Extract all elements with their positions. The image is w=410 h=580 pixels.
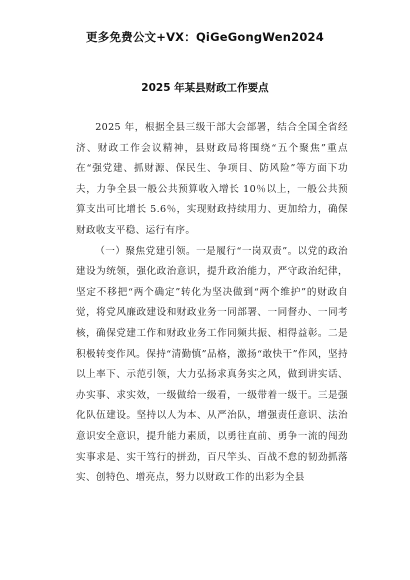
paragraph-party-building: （一）聚焦党建引领。一是履行“一岗双责”。以党的政治建设为统领，强化政治意识，提升政治能力，严守政治纪律，坚定不移把“两个确定”转化为坚决做到“两个维护”的财政自觉，将党风廉政建设和财政业务一同部署、一同督办、一同考核，确保党建工作和财政业务工作同频共振、相得益彰。二是积极转变作风。保持“清勤慎”品格，激扬“敢快干”作风，坚持以上率下、示范引领，大力弘扬求真务实之风，做到讲实话、办实事、求实效，一级做给一级看，一级带着一级干。三是强化队伍建设。坚持以人为本、从严治队，增强责任意识、法治意识安全意识，提升能力素质，以勇往直前、勇争一流的闯劲实事求是、实干笃行的拼劲，百尺竿头、百战不怠的韧劲抓落实、创特色、增亮点，努力以财政工作的出彩为全县 [76, 245, 348, 484]
document-title: 2025 年某县财政工作要点 [141, 82, 269, 94]
paragraph-intro: 2025 年，根据全县三级干部大会部署，结合全国全省经济、财政工作会议精神，县财政局将围绕“五个聚焦”重点在“强党建、抓财源、保民生、争项目、防风险”等方面下功夫，力争全县一般公共预算收入增长 10％以上，一般公共预算支出可比增长 5.6％，实现财政持续用力、更加给力，确保财政收支平稳、运行有序。 [76, 122, 348, 236]
document-body [76, 118, 348, 489]
promo-header: 更多免费公文+VX：QiGeGongWen2024 [86, 30, 324, 44]
